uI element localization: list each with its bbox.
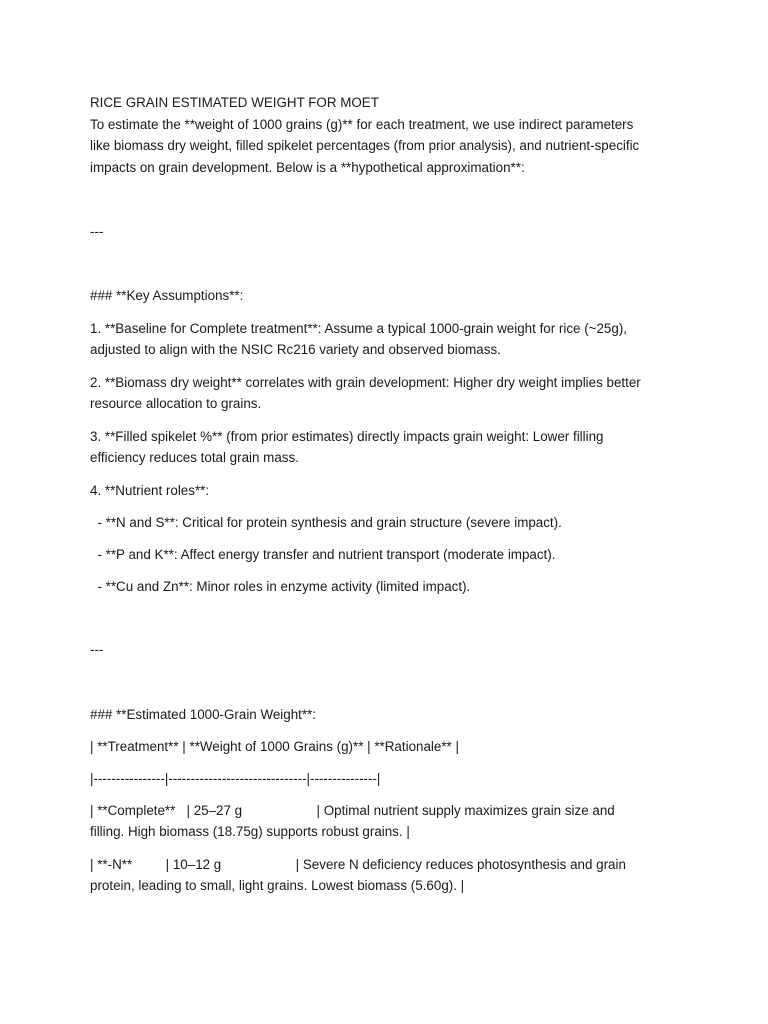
table-header-row: | **Treatment** | **Weight of 1000 Grains (g)** | **Rationale** | <box>90 739 459 754</box>
assumption-line: 3. **Filled spikelet %** (from prior estimates) directly impacts grain weight: Lower filling <box>90 429 604 444</box>
assumption-line: 4. **Nutrient roles**: <box>90 483 210 498</box>
table-row: filling. High biomass (18.75g) supports robust grains. | <box>90 824 410 839</box>
intro-line: To estimate the **weight of 1000 grains (g)** for each treatment, we use indirect parameters <box>90 117 634 132</box>
assumptions-heading: ### **Key Assumptions**: <box>90 288 244 303</box>
nutrient-role-item: - **Cu and Zn**: Minor roles in enzyme activity (limited impact). <box>90 579 471 594</box>
nutrient-role-item: - **P and K**: Affect energy transfer and nutrient transport (moderate impact). <box>90 547 556 562</box>
assumption-line: resource allocation to grains. <box>90 396 262 411</box>
intro-line: impacts on grain development. Below is a **hypothetical approximation**: <box>90 160 525 175</box>
table-row: | **Complete** | 25–27 g | Optimal nutrient supply maximizes grain size and <box>90 803 615 818</box>
table-row: protein, leading to small, light grains. Lowest biomass (5.60g). | <box>90 878 465 893</box>
intro-line: like biomass dry weight, filled spikelet percentages (from prior analysis), and nutrient-specific <box>90 138 640 153</box>
assumption-line: 1. **Baseline for Complete treatment**: Assume a typical 1000-grain weight for rice (~25g), <box>90 321 628 336</box>
document-title: RICE GRAIN ESTIMATED WEIGHT FOR MOET <box>90 95 379 110</box>
assumption-line: 2. **Biomass dry weight** correlates with grain development: Higher dry weight implies better <box>90 375 641 390</box>
section-divider: --- <box>90 224 104 239</box>
assumption-line: efficiency reduces total grain mass. <box>90 450 299 465</box>
table-separator-row: |----------------|-------------------------------|---------------| <box>90 771 381 786</box>
assumption-line: adjusted to align with the NSIC Rc216 variety and observed biomass. <box>90 342 501 357</box>
nutrient-role-item: - **N and S**: Critical for protein synthesis and grain structure (severe impact). <box>90 515 562 530</box>
section-divider: --- <box>90 642 104 657</box>
table-heading: ### **Estimated 1000-Grain Weight**: <box>90 707 317 722</box>
table-row: | **-N** | 10–12 g | Severe N deficiency reduces photosynthesis and grain <box>90 857 626 872</box>
